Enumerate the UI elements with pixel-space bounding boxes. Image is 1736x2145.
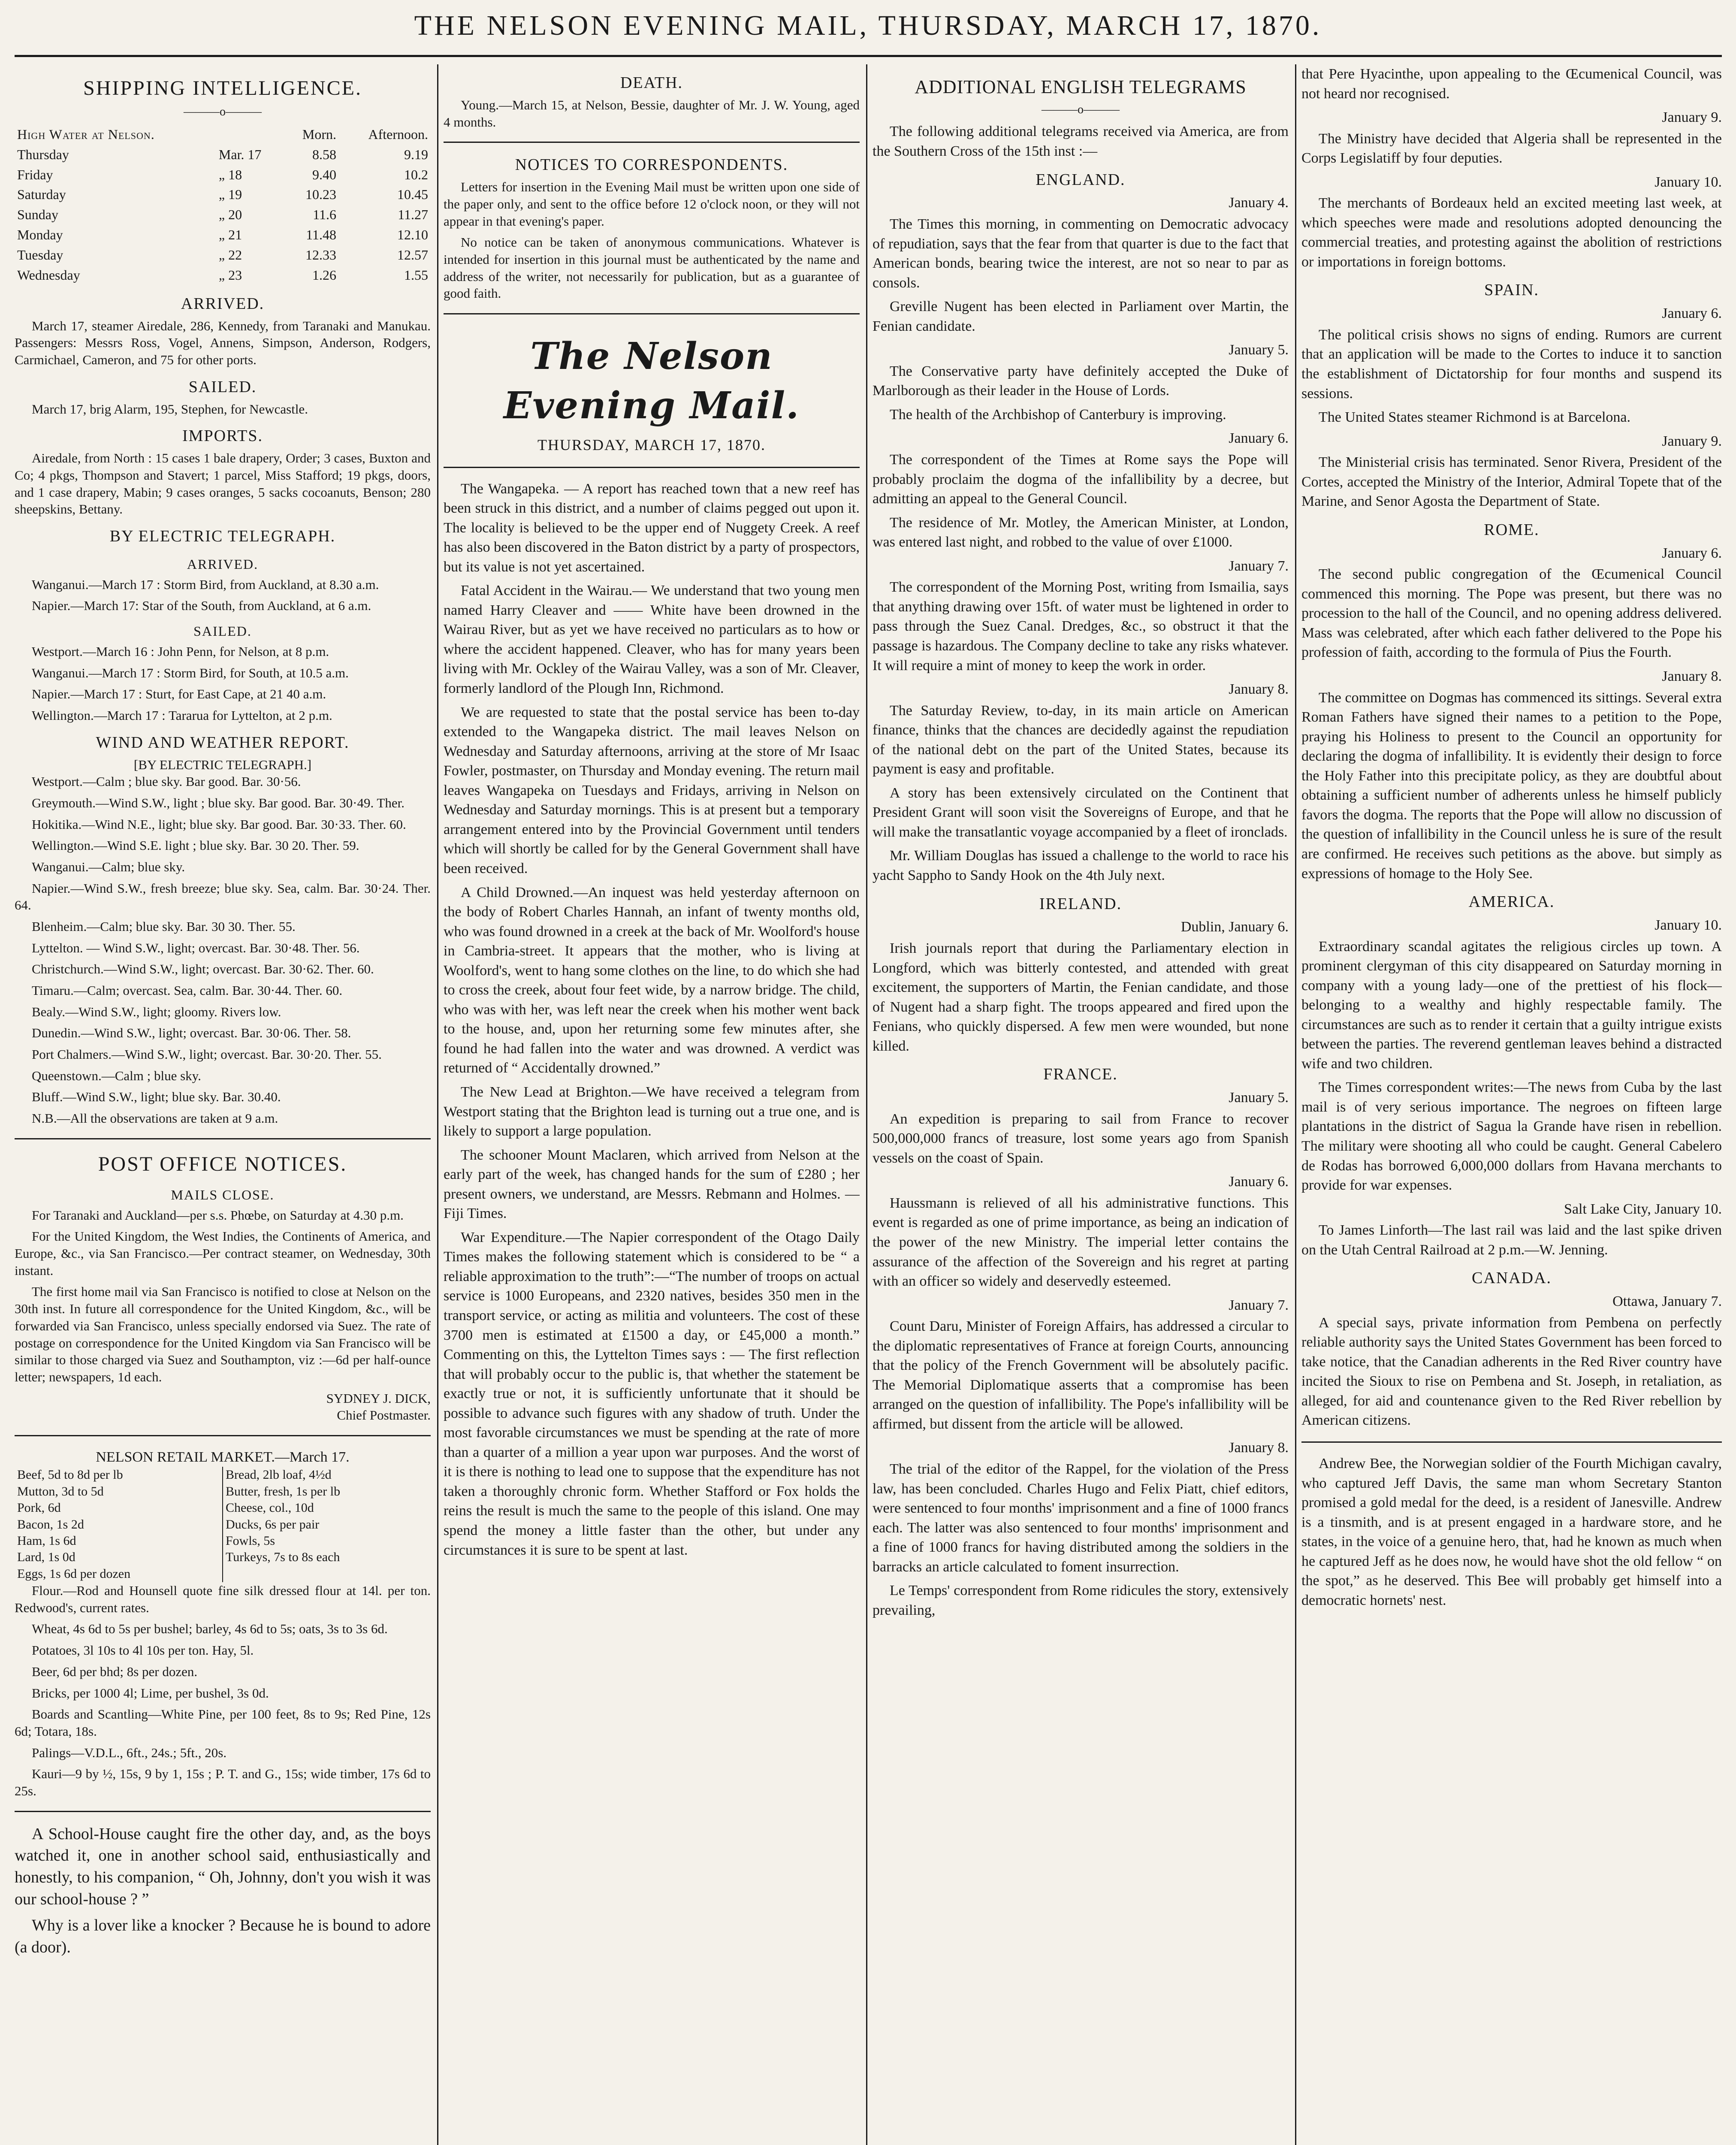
weather-report: Hokitika.—Wind N.E., light; blue sky. Bar good. Bar. 30·33. Ther. 60. (32, 816, 406, 832)
dispatch-text: The Times correspondent writes:—The news from Cuba by the last mail is of very serious importance. The negroes on fifteen large plantations in the district of Sagua la Grande have risen in rebellion. The military were shooting all who could be caught. General Cabelero de Rodas has borrowed 6,000,000 dollars from Havana merchants to provide for war expenses. (1301, 1079, 1722, 1193)
dispatch-date: January 8. (1229, 681, 1289, 698)
market-table (15, 1467, 431, 1582)
dispatch-date: January 9. (1662, 109, 1722, 126)
dispatch-text: The Conservative party have definitely accepted the Duke of Marlborough as their leader in the House of Lords. (873, 363, 1289, 399)
newspaper-banner: The Nelson Evening Mail. (503, 334, 800, 428)
country-heading: AMERICA. (1468, 893, 1555, 911)
dispatch-text: To James Linforth—The last rail was laid and the last spike driven on the Utah Central Railroad at 2 p.m.—W. Jenning. (1301, 1222, 1722, 1258)
school-house-paragraph: A School-House caught fire the other day, and, as the boys watched it, one in another school said, enthusiastically and honestly, to his companion, “ Oh, Johnny, don't you wish it was our school-house ? ” (15, 1825, 431, 1909)
weather-report: Blenheim.—Calm; blue sky. Bar. 30 30. Ther. 55. (32, 918, 296, 934)
telegraph-arrival: Wanganui.—March 17 : Storm Bird, from Auckland, at 8.30 a.m. (32, 577, 379, 592)
market-item: Ducks, 6s per pair (226, 1517, 320, 1532)
dispatch-date: January 5. (1229, 1090, 1289, 1106)
market-item: Mutton, 3d to 5d (17, 1484, 104, 1498)
dispatch-text: The Times this morning, in commenting on Democratic advocacy of repudiation, says that the fear from that quarter is due to the fact that American bonds, bearing twice the interest, are not so near to par as consols. (873, 216, 1289, 291)
market-note: Potatoes, 3l 10s to 4l 10s per ton. Hay, 5l. (32, 1643, 254, 1658)
news-paragraph: The Wangapeka. — A report has reached town that a new reef has been struck in this district, and a number of claims pegged out upon it. The locality is believed to be the upper end of Nuggety Creek. A reef has also been discovered in the Baton district by a party of prospectors, but its value is not yet ascertained. (444, 480, 860, 575)
telegram-sections (873, 169, 1289, 1620)
weather-note: N.B.—All the observations are taken at 9 a.m. (32, 1110, 278, 1126)
imports-text: Airedale, from North : 15 cases 1 bale drapery, Order; 3 cases, Buxton and Co; 4 pkgs, Thompson and Stavert; 1 parcel, Miss Stafford; 19 pkgs, doors, and 1 case drapery, Mabin; 9 cases oranges, 5 sacks cocoanuts, Benson; 280 sheepskins, Bettany. (15, 450, 431, 517)
divider (1301, 1441, 1722, 1443)
news-paragraph: Fatal Accident in the Wairau.— We understand that two young men named Harry Cleaver and —— White have been drowned in the Wairau River, but as yet we have received no particulars as to how or where the accident happened. Cleaver, who has for many years been living with Mr. Ockley of the Wairau Valley, was a son of Mr. Cleaver, formerly landlord of the Plough Inn, Richmond. (444, 583, 860, 697)
arrived-heading: ARRIVED. (181, 294, 265, 313)
dispatch-text: A special says, private information from Pembena on perfectly reliable authority says the United States Government has been forced to take notice, that the Canadian adherents in the Red River country have incited the Sioux to rise on Pembena and St. Joseph, in retaliation, as alleged, for aid and countenance given to the Red River rebellion by American citizens. (1301, 1314, 1722, 1429)
divider (444, 313, 860, 314)
weather-heading: WIND AND WEATHER REPORT. (96, 733, 350, 752)
telegraph-sailing: Westport.—March 16 : John Penn, for Nelson, at 8 p.m. (32, 644, 329, 659)
dispatch-text: The trial of the editor of the Rappel, for the violation of the Press law, has been concluded. Charles Hugo and Felix Piatt, chief editors, were sentenced to four months' imprisonment and a fine of 1000 francs each. The latter was also sentenced to four months' imprisonment and a fine of 1000 francs for having distributed among the soldiers in the barracks an article calculated to foment insurrection. (873, 1461, 1289, 1575)
market-note: Kauri—9 by ½, 15s, 9 by 1, 15s ; P. T. and G., 15s; wide timber, 17s 6d to 25s. (15, 1766, 431, 1798)
dispatch-date: January 5. (1229, 342, 1289, 358)
country-heading: CANADA. (1471, 1269, 1552, 1287)
sailed-text: March 17, brig Alarm, 195, Stephen, for Newcastle. (32, 401, 308, 417)
telegraph-arrival: Napier.—March 17: Star of the South, from Auckland, at 6 a.m. (32, 598, 371, 613)
dispatch-date: January 6. (1229, 1174, 1289, 1190)
dispatch-date: January 10. (1654, 174, 1722, 190)
foreign-sections (1301, 108, 1722, 1430)
market-note: Boards and Scantling—White Pine, per 100 feet, 8s to 9s; Red Pine, 12s 6d; Totara, 18s. (15, 1707, 431, 1739)
post-office-title: POST OFFICE NOTICES. (98, 1152, 347, 1175)
market-item: Lard, 1s 0d (17, 1550, 75, 1565)
shipping-title: SHIPPING INTELLIGENCE. (83, 77, 362, 100)
death-notice: Young.—March 15, at Nelson, Bessie, daughter of Mr. J. W. Young, aged 4 months. (444, 97, 860, 130)
weather-report: Dunedin.—Wind S.W., light; overcast. Bar. 30·06. Ther. 58. (32, 1025, 351, 1041)
market-item: Bacon, 1s 2d (17, 1517, 84, 1532)
death-heading: DEATH. (620, 74, 683, 92)
column-shipping (15, 64, 431, 2145)
dispatch-text: Mr. William Douglas has issued a challenge to the world to race his yacht Sappho to Sandy Hook on the 4th July next. (873, 848, 1289, 883)
notice-text: Letters for insertion in the Evening Mail must be written upon one side of the paper only, and sent to the office before 12 o'clock noon, or they will not appear in that evening's paper. (444, 179, 860, 229)
dispatch-date: January 4. (1229, 195, 1289, 211)
mail-item: For the United Kingdom, the West Indies, the Continents of America, and Europe, &c., via San Francisco.—Per contract steamer, on Wednesday, 30th instant. (15, 1229, 431, 1278)
weather-report: Westport.—Calm ; blue sky. Bar good. Bar. 30·56. (32, 774, 301, 789)
country-heading: ROME. (1484, 520, 1540, 539)
dispatch-date: January 10. (1654, 917, 1722, 933)
weather-report: Lyttelton. — Wind S.W., light; overcast. Bar. 30·48. Ther. 56. (32, 940, 360, 955)
market-item: Turkeys, 7s to 8s each (226, 1550, 340, 1565)
dispatch-date: January 6. (1662, 305, 1722, 322)
tide-header-afternoon: Afternoon. (368, 126, 428, 142)
mail-item: For Taranaki and Auckland—per s.s. Phœbe, on Saturday at 4.30 p.m. (32, 1207, 404, 1223)
divider (444, 467, 860, 468)
market-item: Ham, 1s 6d (17, 1533, 76, 1548)
country-heading: FRANCE. (1043, 1065, 1118, 1084)
telegraph-sailing: Wanganui.—March 17 : Storm Bird, for South, at 10.5 a.m. (32, 665, 349, 680)
divider (15, 1435, 431, 1436)
country-heading: ENGLAND. (1036, 170, 1126, 189)
market-note: Bricks, per 1000 4l; Lime, per bushel, 3s 0d. (32, 1685, 269, 1701)
dispatch-date: January 6. (1229, 430, 1289, 447)
dispatch-text: The Ministerial crisis has terminated. Senor Rivera, President of the Cortes, accepted the Ministry of the Interior, Admiral Topete that of the Marine, and Senor Agosta the Department of State. (1301, 454, 1722, 510)
weather-report: Bealy.—Wind S.W., light; gloomy. Rivers low. (32, 1004, 281, 1019)
market-note: Beer, 6d per bhd; 8s per dozen. (32, 1664, 198, 1679)
market-note: Palings—V.D.L., 6ft., 24s.; 5ft., 20s. (32, 1745, 227, 1760)
dispatch-date: January 7. (1229, 1297, 1289, 1313)
dispatch-date: Dublin, January 6. (1180, 919, 1289, 935)
weather-report: Wanganui.—Calm; blue sky. (32, 859, 185, 874)
mails-close-heading: MAILS CLOSE. (171, 1187, 275, 1202)
dispatch-text: The committee on Dogmas has commenced its sittings. Several extra Roman Fathers have signed their names to a petition to the Pope, praying his Holiness to present to the Council an opportunity for declaring the dogma of infallibility. It is evidently their design to force the Holy Father into this precipitate policy, as they are doubtful about obtaining a sufficient number of adherents unless he himself publicly favors the dogma. The reports that the Pope will allow no discussion of the question of infallibility in the Council unless he is sure of the result are confirmed. He receives such petitions as the above. but simply as expressions of homage to the Holy See. (1301, 689, 1722, 882)
dispatch-text: The United States steamer Richmond is at Barcelona. (1319, 409, 1631, 426)
market-item: Butter, fresh, 1s per lb (226, 1484, 341, 1498)
dispatch-text: Irish journals report that during the Parliamentary election in Longford, which was bitterly contested, and attended with great excitement, the supporters of Martin, the Fenian candidate, and those of Nugent had a sharp fight. The troops appeared and fired upon the Fenians, who quickly dispersed. A few men were wounded, but none killed. (873, 940, 1289, 1054)
column-english-telegrams (873, 64, 1289, 2145)
banner-date: THURSDAY, MARCH 17, 1870. (537, 436, 766, 454)
arrived-text: March 17, steamer Airedale, 286, Kennedy, from Taranaki and Manukau. Passengers: Messrs Ross, Vogel, Annens, Simpson, Anderson, Rodgers, Carmichael, Cameron, and 75 for other ports. (15, 318, 431, 368)
tide-row: Friday „ 18 9.40 10.2 (17, 166, 428, 182)
weather-report: Christchurch.—Wind S.W., light; overcast. Bar. 30·62. Ther. 60. (32, 961, 374, 977)
market-item: Bread, 2lb loaf, 4½d (226, 1468, 332, 1482)
news-paragraph: A Child Drowned.—An inquest was held yesterday afternoon on the body of Robert Charles Hannah, an infant of twenty months old, who was found drowned in a creek at the back of Mr. Woolford's house in Cambria-street. It appears that the mother, who is living at Woolford's, went to hang some clothes on the line, to do which she had to cross the creek, about four feet wide, by a narrow bridge. The child, who was with her, was left near the creek when his mother went back to the house, and, upon her returning some few minutes after, she found he had fallen into the water and was drowned. A verdict was returned of “ Accidentally drowned.” (444, 884, 860, 1076)
dispatch-text: The second public congregation of the Œcumenical Council commenced this morning. The Pope was present, but there was no procession to the hall of the Council, and no opening address delivered. Mass was celebrated, after which each father delivered to the Pope his profession of faith, according to the formula of Pius the Fourth. (1301, 566, 1722, 661)
tide-header-morn: Morn. (302, 126, 337, 142)
dispatch-text: The Saturday Review, to-day, in its main article on American finance, thinks that the chances are decidedly against the repudiation of the national debt on the part of the United States, because its payment is easy and profitable. (873, 702, 1289, 777)
country-heading: IRELAND. (1039, 894, 1122, 913)
telegrams-intro: The following additional telegrams received via America, are from the Southern Cross of the 15th inst :— (873, 124, 1289, 160)
column-local-news (444, 64, 860, 2145)
dispatch-date: January 8. (1662, 668, 1722, 685)
masthead-rule (15, 55, 1722, 57)
market-item: Cheese, col., 10d (226, 1501, 314, 1515)
weather-report: Wellington.—Wind S.E. light ; blue sky. Bar. 30 20. Ther. 59. (32, 838, 359, 853)
tide-row: Sunday „ 20 11.6 11.27 (17, 207, 428, 223)
dispatch-date: January 7. (1229, 558, 1289, 574)
dispatch-text: A story has been extensively circulated on the Continent that President Grant will soon visit the Sovereigns of Europe, and that he will make the transatlantic voyage accompanied by a fleet of ironclads. (873, 785, 1289, 840)
market-item: Beef, 5d to 8d per lb (17, 1468, 123, 1482)
dispatch-text: Greville Nugent has been elected in Parliament over Martin, the Fenian candidate. (873, 299, 1289, 334)
tide-table (15, 124, 431, 285)
dispatch-text: The political crisis shows no signs of ending. Rumors are current that an application will be made to the Cortes to induce it to sanction the establishment of Dictatorship for four months and suspend its sessions. (1301, 326, 1722, 402)
country-heading: SPAIN. (1484, 281, 1539, 299)
dispatch-text: The Ministry have decided that Algeria shall be represented in the Corps Legislatiff by four deputies. (1301, 130, 1722, 166)
weather-report: Greymouth.—Wind S.W., light ; blue sky. Bar good. Bar. 30·49. Ther. (32, 795, 405, 810)
imports-heading: IMPORTS. (182, 427, 263, 445)
dispatch-text: Haussmann is relieved of all his administrative functions. This event is regarded as one of prime importance, as being an indication of the power of the new Ministry. The imperial letter contains the assurance of the affection of the Sovereign and his regret at parting with an officer so widely and deservedly esteemed. (873, 1195, 1289, 1290)
dispatch-text: The health of the Archbishop of Canterbury is improving. (890, 406, 1226, 423)
column-rule-3 (1295, 64, 1296, 2145)
dispatch-date: January 6. (1662, 545, 1722, 561)
notice-text: No notice can be taken of anonymous communications. Whatever is intended for insertion in this journal must be authenticated by the name and address of the writer, not necessarily for publication, but as a guarantee of good faith. (444, 235, 860, 301)
market-item: Eggs, 1s 6d per dozen (17, 1566, 131, 1581)
divider (444, 142, 860, 143)
weather-report: Port Chalmers.—Wind S.W., light; overcast. Bar. 30·20. Ther. 55. (32, 1046, 382, 1062)
news-paragraph: We are requested to state that the postal service has been to-day extended to the Wangapeka district. The mail leaves Nelson on Wednesday and Saturday afternoons, arriving at the store of Mr Isaac Fowler, postmaster, on Thursday and Monday evening. The return mail leaves Wangapeka on Tuesdays and Fridays, arriving in Nelson on Wednesday and Saturday mornings. This is at present but a temporary arrangement entered into by the Provincial Government until tenders which will shortly be called for by the General Government shall have been received. (444, 704, 860, 876)
dispatch-text: The correspondent of the Morning Post, writing from Ismailia, says that anything drawing over 15ft. of water must be lightened in order to pass through the Suez Canal. Dredges, &c., so obstruct it that the passage is hazardous. The Company decline to take any risks whatever. It will require a mint of money to keep the work in order. (873, 579, 1289, 674)
telegrams-title: ADDITIONAL ENGLISH TELEGRAMS (915, 76, 1247, 97)
column-rule-2 (866, 64, 867, 2145)
weather-report: Bluff.—Wind S.W., light; blue sky. Bar. 30.40. (32, 1089, 281, 1105)
andrew-bee-paragraph: Andrew Bee, the Norwegian soldier of the Fourth Michigan cavalry, who captured Jeff Davis, the same man whom Secretary Stanton promised a gold medal for the deed, is a resident of Janesville. Andrew is a tinsmith, and is at present engaged in a hardware store, and he states, in the voice of a genuine hero, that, had he known as much when he captured Jeff as he does now, he would have shot the old fellow “ on the spot,” as he deserved. This Bee will probably get himself into a democratic hornets' nest. (1301, 1455, 1722, 1608)
tide-header-place: High Water at Nelson. (17, 126, 155, 142)
dispatch-text: An expedition is preparing to sail from France to recover 500,000,000 francs of treasure, lost some years ago from Spanish vessels on the coast of Spain. (873, 1111, 1289, 1166)
divider (15, 1811, 431, 1812)
weather-report: Timaru.—Calm; overcast. Sea, calm. Bar. 30·44. Ther. 60. (32, 982, 343, 998)
market-item: Fowls, 5s (226, 1533, 275, 1548)
column-foreign-news (1301, 64, 1722, 2145)
tide-row: Saturday „ 19 10.23 10.45 (17, 187, 428, 202)
market-note: Flour.—Rod and Hounsell quote fine silk dressed flour at 14l. per ton. Redwood's, current rates. (15, 1583, 431, 1615)
telegraph-sailed-heading: SAILED. (193, 623, 252, 639)
news-paragraph: The schooner Mount Maclaren, which arrived from Nelson at the early part of the week, has changed hands for the sum of £280 ; her present owners, we understand, are Messrs. Rebmann and Holmes. —Fiji Times. (444, 1147, 860, 1222)
dispatch-text: Le Temps' correspondent from Rome ridicules the story, extensively prevailing, (873, 1583, 1289, 1618)
telegraph-arrived-heading: ARRIVED. (187, 556, 259, 572)
postmaster-signature: SYDNEY J. DICK, (326, 1390, 431, 1406)
weather-subheading: [BY ELECTRIC TELEGRAPH.] (133, 757, 312, 772)
market-title: NELSON RETAIL MARKET.—March 17. (96, 1449, 350, 1465)
weather-report: Napier.—Wind S.W., fresh breeze; blue sky. Sea, calm. Bar. 30·24. Ther. 64. (15, 880, 431, 913)
telegraph-heading: BY ELECTRIC TELEGRAPH. (109, 527, 336, 545)
divider (15, 1138, 431, 1139)
tide-row: Wednesday „ 23 1.26 1.55 (17, 267, 428, 283)
dispatch-date: Salt Lake City, January 10. (1564, 1201, 1722, 1217)
dispatch-date: January 8. (1229, 1440, 1289, 1456)
continued-paragraph: that Pere Hyacinthe, upon appealing to the Œcumenical Council, was not heard nor recognised. (1301, 66, 1722, 102)
dispatch-date: Ottawa, January 7. (1612, 1293, 1722, 1310)
dispatch-text: The correspondent of the Times at Rome says the Pope will probably proclaim the dogma of the infallibility by a decree, but admitting an appeal to the General Council. (873, 452, 1289, 507)
market-item: Pork, 6d (17, 1501, 61, 1515)
dispatch-text: Extraordinary scandal agitates the religious circles up town. A prominent clergyman of this city disappeared on Saturday morning in company with a young lady—one of the prettiest of his flock—belonging to a wealthy and highly respectable family. The circumstances are such as to render it certain that a guilty intrigue exists between the parties. The reverend gentleman leaves behind a distracted wife and two children. (1301, 938, 1722, 1072)
column-rule-1 (437, 64, 438, 2145)
tide-row: Tuesday „ 22 12.33 12.57 (17, 247, 428, 263)
news-paragraph: The New Lead at Brighton.—We have received a telegram from Westport stating that the Brighton lead is turning out a true one, and is likely to support a large population. (444, 1084, 860, 1139)
post-notice: The first home mail via San Francisco is notified to close at Nelson on the 30th inst. In future all correspondence for the United Kingdom, &c., will be forwarded via San Francisco, unless specially endorsed via Suez. The rate of postage on correspondence for the United Kingdom via San Francisco will be similar to those charged via Suez and Southampton, viz :—6d per half-ounce letter; newspapers, 1d each. (15, 1284, 431, 1384)
tide-row: Thursday Mar. 17 8.58 9.19 (17, 146, 428, 162)
riddle-paragraph: Why is a lover like a knocker ? Because he is bound to adore (a door). (15, 1916, 431, 1957)
dispatch-date: January 9. (1662, 433, 1722, 449)
telegraph-sailing: Napier.—March 17 : Sturt, for East Cape, at 21 40 a.m. (32, 686, 326, 702)
tide-row: Monday „ 21 11.48 12.10 (17, 227, 428, 243)
postmaster-title: Chief Postmaster. (337, 1408, 431, 1423)
market-note: Wheat, 4s 6d to 5s per bushel; barley, 4s 6d to 5s; oats, 3s to 3s 6d. (32, 1621, 388, 1637)
news-paragraph: War Expenditure.—The Napier correspondent of the Otago Daily Times makes the following statement which is considered to be “ a reliable approximation to the truth”:—“The number of troops on actual service is 1000 Europeans, and 2320 natives, besides 350 men in the transport service, or acting as militia and volunteers. The cost of these 3700 men is estimated at £1500 a day, or £45,000 a month.” Commenting on this, the Lyttelton Times says : — The first reflection that will probably occur to the public is, that whether the statement be exactly true or not, it is sufficiently unfortunate that it should be possible to advance such figures with any shadow of truth. Under the most favorable circumstances we must be spending at the rate of more than a quarter of a million a year upon war purposes. And the worst of it is there is nothing to lead one to suppose that the expenditure has not taken a thoroughly chronic form. Whether Stafford or Fox holds the reins the result is much the same to the people of this island. One may spend the money a little faster than the other, but under any circumstances it is sure to be spent at last. (444, 1229, 860, 1558)
masthead (0, 0, 1736, 54)
ornament: ———o——— (184, 105, 262, 119)
notices-heading: NOTICES TO CORRESPONDENTS. (515, 156, 788, 174)
newspaper-title: THE NELSON EVENING MAIL, THURSDAY, MARCH 17, 1870. (414, 10, 1322, 41)
dispatch-text: The residence of Mr. Motley, the American Minister, at London, was entered last night, and robbed to the value of over £1000. (873, 514, 1289, 550)
weather-report: Queenstown.—Calm ; blue sky. (32, 1068, 201, 1083)
ornament: ———o——— (1042, 103, 1120, 116)
dispatch-text: The merchants of Bordeaux held an excited meeting last week, at which speeches were made and resolutions adopted denouncing the commercial treaties, and protesting against the abolition of restrictions or importations in foreign bottoms. (1301, 195, 1722, 270)
dispatch-text: Count Daru, Minister of Foreign Affairs, has addressed a circular to the diplomatic representatives of France at foreign Courts, announcing that the policy of the French Government will be absolutely pacific. The Memorial Diplomatique asserts that a compromise has been arranged on the question of infallibility. The Pope's infallibility will be affirmed, but dissent from the article will be allowed. (873, 1318, 1289, 1432)
telegraph-sailing: Wellington.—March 17 : Tararua for Lyttelton, at 2 p.m. (32, 707, 332, 723)
sailed-heading: SAILED. (188, 378, 257, 396)
